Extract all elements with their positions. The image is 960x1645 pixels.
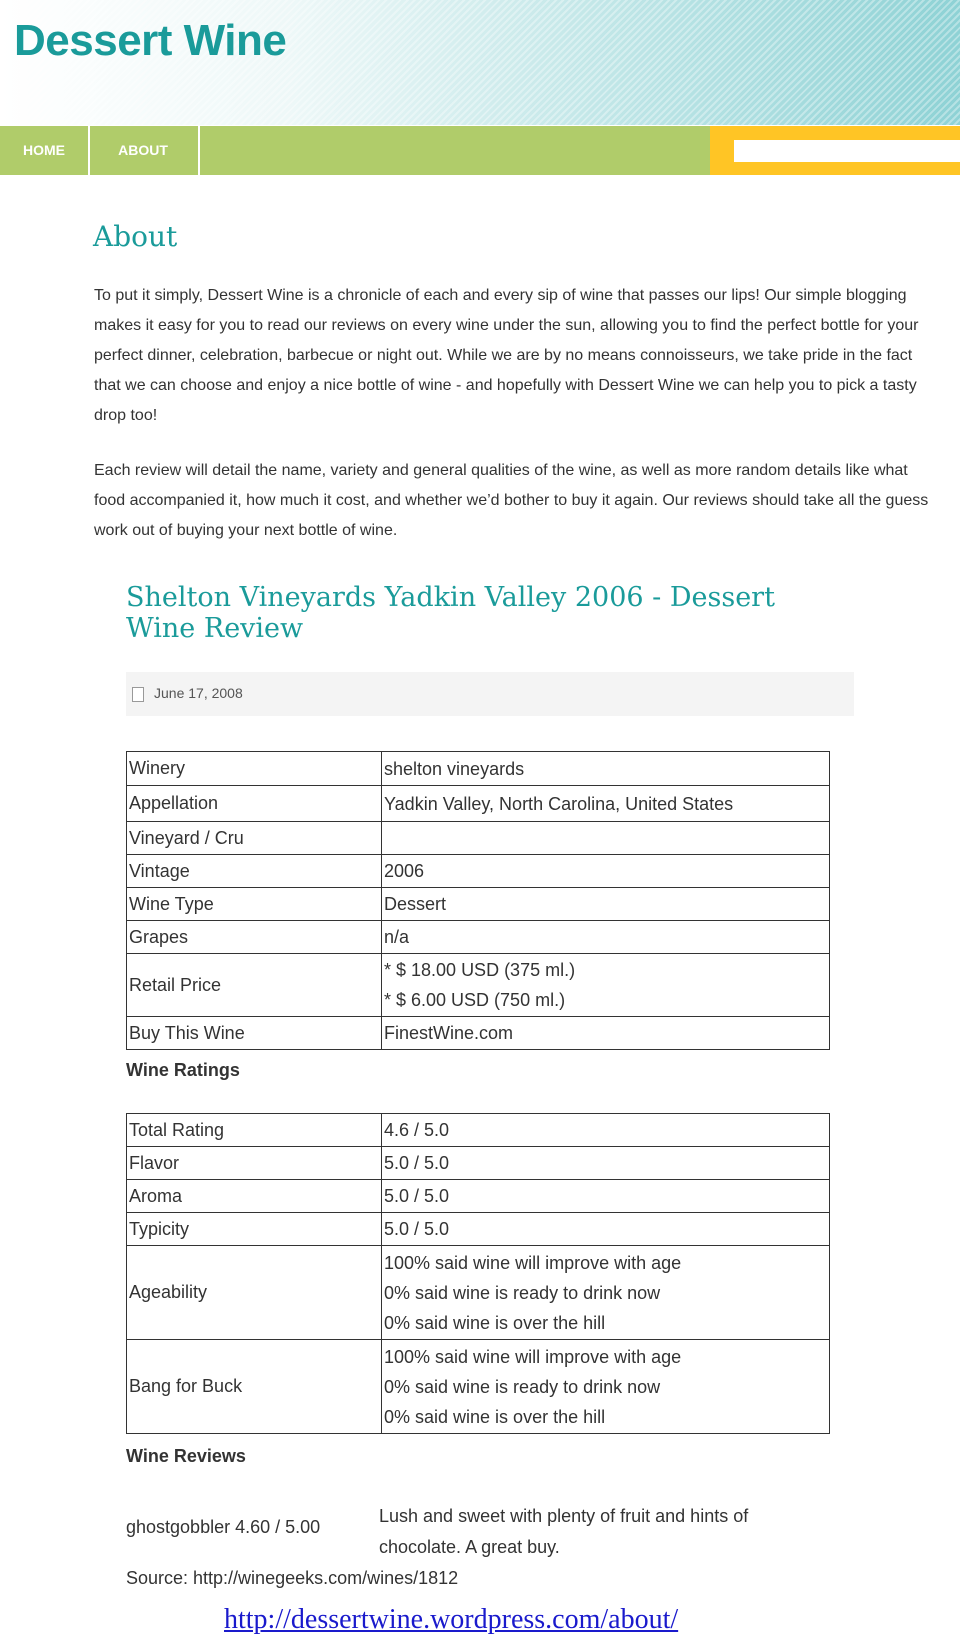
review-user: ghostgobbler 4.60 / 5.00 [126,1517,321,1537]
site-title[interactable]: Dessert Wine [14,16,287,65]
rating-label: Ageability [127,1246,382,1340]
search-box [710,126,960,175]
review-text: Lush and sweet with plenty of fruit and hints of chocolate. A great buy. [379,1506,749,1557]
detail-row [127,786,830,822]
site-header [0,0,960,125]
rating-label: Aroma [127,1180,382,1213]
detail-value [382,921,830,954]
detail-value [382,888,830,921]
rating-row [127,1147,830,1180]
rating-value-line: 5.0 / 5.0 [384,1186,450,1206]
wine-ratings-table [126,1113,830,1434]
rating-value-line: 5.0 / 5.0 [384,1153,450,1173]
detail-row [127,954,830,1017]
detail-row [127,1017,830,1050]
detail-value-line: 2006 [384,861,425,881]
detail-label: Buy This Wine [127,1017,382,1050]
wine-details-table [126,751,830,1050]
detail-row [127,921,830,954]
reviews-heading: Wine Reviews [126,1446,246,1466]
detail-row [127,822,830,855]
detail-value [382,822,830,855]
detail-value [382,1017,830,1050]
rating-value-line: 0% said wine is ready to drink now [384,1376,661,1397]
rating-value [382,1213,830,1246]
document-icon [132,687,144,702]
page-url-link[interactable]: http://dessertwine.wordpress.com/about/ [224,1604,679,1635]
detail-value-line: * $ 6.00 USD (750 ml.) [384,990,566,1010]
rating-row [127,1246,830,1340]
intro-paragraph-1: To put it simply, Dessert Wine is a chronicle of each and every sip of wine that passes our lips! Our simple blogging makes it easy for you to read our reviews on every wine under the sun, allowing you to find the perfect bottle for your perfect dinner, celebration, barbecue or night out. While we are by no means connoisseurs, we take pride in the fact that we can choose and enjoy a nice bottle of wine - and hopefully with Dessert Wine we can help you to pick a tasty drop too! [94,287,919,424]
rating-value-line: 0% said wine is ready to drink now [384,1282,661,1303]
detail-label: Wine Type [127,888,382,921]
page-title: About [93,220,178,253]
detail-label: Grapes [127,921,382,954]
post-date: June 17, 2008 [154,685,243,701]
rating-value [382,1180,830,1213]
rating-row [127,1114,830,1147]
rating-row [127,1180,830,1213]
detail-value-line: Yadkin Valley, North Carolina, United States [384,793,734,814]
detail-value [382,752,830,786]
rating-row [127,1340,830,1434]
rating-value [382,1147,830,1180]
detail-label: Winery [127,752,382,786]
detail-row [127,855,830,888]
detail-label: Vineyard / Cru [127,822,382,855]
detail-label: Appellation [127,786,382,822]
detail-row [127,752,830,786]
rating-value-line: 5.0 / 5.0 [384,1219,450,1239]
nav-home-link[interactable]: HOME [0,126,90,175]
rating-value [382,1246,830,1340]
rating-row [127,1213,830,1246]
rating-label: Bang for Buck [127,1340,382,1434]
nav-about-link[interactable]: ABOUT [88,126,200,175]
rating-label: Typicity [127,1213,382,1246]
post-title[interactable]: Shelton Vineyards Yadkin Valley 2006 - Dessert Wine Review [126,582,775,644]
intro-paragraph-2: Each review will detail the name, variety and general qualities of the wine, as well as more random details like what food accompanied it, how much it cost, and whether we’d bother to buy it again. Our reviews should take all the guess work out of buying your next bottle of wine. [94,462,929,539]
detail-value-line: Dessert [384,894,447,914]
detail-value [382,954,830,1017]
rating-label: Flavor [127,1147,382,1180]
detail-value [382,855,830,888]
detail-label: Vintage [127,855,382,888]
detail-row [127,888,830,921]
rating-value [382,1114,830,1147]
detail-value-line: shelton vineyards [384,758,525,779]
detail-value [382,786,830,822]
rating-value-line: 4.6 / 5.0 [384,1120,450,1140]
ratings-heading: Wine Ratings [126,1060,240,1080]
rating-value-line: 100% said wine will improve with age [384,1252,682,1273]
post-meta [126,672,854,716]
rating-value-line: 0% said wine is over the hill [384,1312,606,1333]
detail-value-line[interactable]: FinestWine.com [384,1023,514,1043]
review-source: Source: http://winegeeks.com/wines/1812 [126,1568,459,1588]
rating-value-line: 100% said wine will improve with age [384,1346,682,1367]
rating-value [382,1340,830,1434]
rating-value-line: 0% said wine is over the hill [384,1406,606,1427]
rating-label: Total Rating [127,1114,382,1147]
detail-value-line: n/a [384,927,410,947]
search-input[interactable] [734,140,960,162]
detail-label: Retail Price [127,954,382,1017]
detail-value-line: * $ 18.00 USD (375 ml.) [384,960,576,980]
nav-bar [0,126,960,175]
